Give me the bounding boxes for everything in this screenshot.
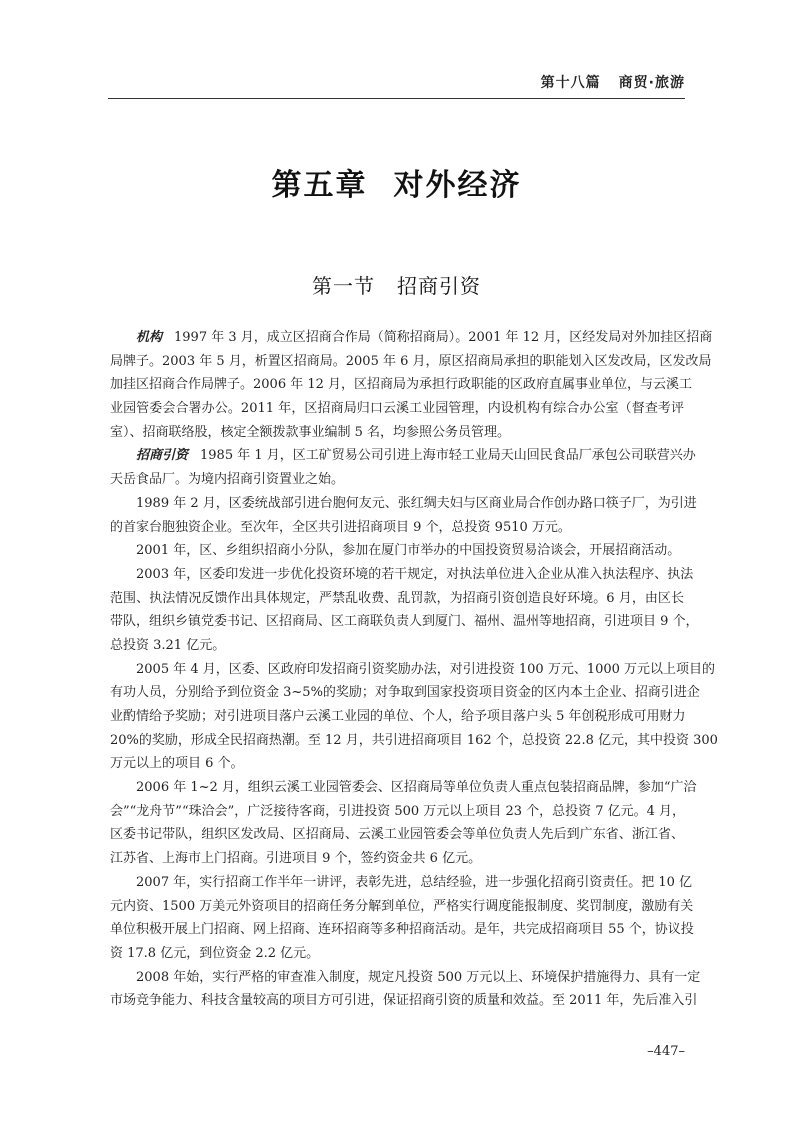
body-text xyxy=(110,326,718,1013)
text-line xyxy=(110,444,696,468)
line-text: 1985 年 1 月，区工矿贸易公司引进上海市轻工业局天山回民食品厂承包公司联营兴办 xyxy=(200,448,696,464)
line-text: 范围、执法情况反馈作出具体规定，严禁乱收费、乱罚款，为招商引资创造良好环境。6 月，由区长 xyxy=(110,590,684,606)
line-text: 单位积极开展上门招商、网上招商、连环招商等多种招商活动。是年，共完成招商项目 55 个，协议投 xyxy=(110,922,694,938)
line-text: 20%的奖励，形成全民招商热潮。至 12 月，共引进招商项目 162 个，总投资 22.8 亿元，其中投资 300 xyxy=(110,732,718,748)
text-line xyxy=(110,918,694,942)
chapter-number: 第五章 xyxy=(271,168,368,203)
line-text: 的首家台胞独资企业。至次年，全区共引进招商项目 9 个，总投资 9510 万元。 xyxy=(110,519,571,535)
line-text: 业园管委会合署办公。2011 年，区招商局归口云溪工业园管理，内设机构有综合办公室（督查考评 xyxy=(110,401,684,417)
line-text: 市场竞争能力、科技含量较高的项目方可引进，保证招商引资的质量和效益。至 2011 年，先后准入引 xyxy=(110,993,698,1009)
text-line xyxy=(110,492,697,516)
line-text: 会”“龙舟节”“珠洽会”，广泛接待客商，引进投资 500 万元以上项目 23 个，总投资 7 亿元。4 月， xyxy=(110,803,686,819)
text-line xyxy=(110,942,684,966)
line-text: 局牌子。2003 年 5 月，析置区招商局。2005 年 6 月，原区招商局承担的职能划入区发改局，区发改局 xyxy=(110,353,712,369)
text-line xyxy=(110,705,684,729)
text-line xyxy=(110,752,684,776)
text-line xyxy=(110,516,684,540)
paragraph xyxy=(110,326,713,444)
line-text: 加挂区招商合作局牌子。2006 年 12 月，区招商局为承担行政职能的区政府直属事业单位，与云溪工 xyxy=(110,377,693,393)
paragraph-lead-term: 机构 xyxy=(136,330,163,345)
line-text: 元内资、1500 万美元外资项目的招商任务分解到单位，严格实行调度能报制度、奖罚制度，激励有关 xyxy=(110,898,694,914)
paragraph xyxy=(110,871,694,966)
text-line xyxy=(110,989,698,1013)
chapter-title xyxy=(0,160,793,204)
line-text: 区委书记带队，组织区发改局、区招商局、云溪工业园管委会等单位负责人先后到广东省、浙江省、 xyxy=(110,827,684,843)
line-text: 万元以上的项目 6 个。 xyxy=(110,756,244,772)
line-text: 2008 年始，实行严格的审查准入制度，规定凡投资 500 万元以上、环境保护措施得力、具有一定 xyxy=(136,969,701,985)
line-text: 2003 年，区委印发进一步优化投资环境的若干规定，对执法单位进入企业从准入执法程序、执法 xyxy=(136,566,694,582)
text-line xyxy=(110,634,684,658)
line-text: 室）、招商联络股，核定全额拨款事业编制 5 名，均参照公务员管理。 xyxy=(110,424,511,440)
paragraph xyxy=(110,539,684,563)
paragraph xyxy=(110,658,718,776)
line-text: 总投资 3.21 亿元。 xyxy=(110,637,226,653)
line-text: 资 17.8 亿元，到位资金 2.2 亿元。 xyxy=(110,945,320,961)
text-line xyxy=(110,587,684,611)
paragraph-lead-term: 招商引资 xyxy=(136,448,189,464)
text-line xyxy=(110,776,697,800)
running-head-title: 商贸·旅游 xyxy=(618,75,685,91)
line-text: 有功人员，分别给予到位资金 3~5%的奖励；对争取到国家投资项目资金的区内本土企业、招商引进企 xyxy=(110,685,700,701)
header-rule xyxy=(108,98,685,99)
text-line xyxy=(110,823,684,847)
text-line xyxy=(110,681,700,705)
text-line xyxy=(110,539,684,563)
chapter-name: 对外经济 xyxy=(393,168,522,203)
paragraph xyxy=(110,492,697,539)
line-text: 2007 年，实行招商工作半年一讲评，表彰先进，总结经验，进一步强化招商引资责任。把 10 亿 xyxy=(136,874,693,890)
section-title xyxy=(0,270,793,299)
text-line xyxy=(110,350,712,374)
line-text: 江苏省、上海市上门招商。引进项目 9 个，签约资金共 6 亿元。 xyxy=(110,851,482,867)
text-line xyxy=(110,397,684,421)
paragraph xyxy=(110,966,701,1013)
line-text: 2006 年 1~2 月，组织云溪工业园管委会、区招商局等单位负责人重点包装招商品牌，参加“广洽 xyxy=(136,780,697,796)
section-number: 第一节 xyxy=(312,274,375,298)
text-line xyxy=(110,563,694,587)
line-text: 2001 年，区、乡组织招商小分队，参加在厦门市举办的中国投资贸易洽谈会，开展招商活动。 xyxy=(136,543,681,559)
line-text: 2005 年 4 月，区委、区政府印发招商引资奖励办法，对引进投资 100 万元、1000 万元以上项目的 xyxy=(136,661,716,677)
line-text: 业酌情给予奖励；对引进项目落户云溪工业园的单位、个人，给予项目落户头 5 年创税形成可用财力 xyxy=(110,709,686,724)
text-line xyxy=(110,421,684,445)
line-text: 1997 年 3 月，成立区招商合作局（简称招商局）。2001 年 12 月，区经发局对外加挂区招商 xyxy=(174,330,713,345)
page-number: –447– xyxy=(647,1044,685,1059)
line-text: 带队，组织乡镇党委书记、区招商局、区工商联负责人到厦门、福州、温州等地招商，引进项目 9 个， xyxy=(110,614,699,630)
text-line xyxy=(110,800,684,824)
text-line xyxy=(110,729,718,753)
running-head-part: 第十八篇 xyxy=(540,75,601,91)
text-line xyxy=(110,658,716,682)
text-line xyxy=(110,326,713,350)
text-line xyxy=(110,871,693,895)
text-line xyxy=(110,847,684,871)
section-name: 招商引资 xyxy=(397,274,481,298)
text-line xyxy=(110,610,699,634)
text-line xyxy=(110,966,701,990)
line-text: 1989 年 2 月，区委统战部引进台胞何友元、张红绸夫妇与区商业局合作创办路口筷子厂，为引进 xyxy=(136,495,697,511)
text-line xyxy=(110,895,694,919)
text-line xyxy=(110,468,684,492)
paragraph xyxy=(110,563,699,658)
text-line xyxy=(110,373,693,397)
paragraph xyxy=(110,776,697,871)
line-text: 天岳食品厂。为境内招商引资置业之始。 xyxy=(110,472,345,488)
running-head xyxy=(541,72,685,92)
paragraph xyxy=(110,444,696,491)
